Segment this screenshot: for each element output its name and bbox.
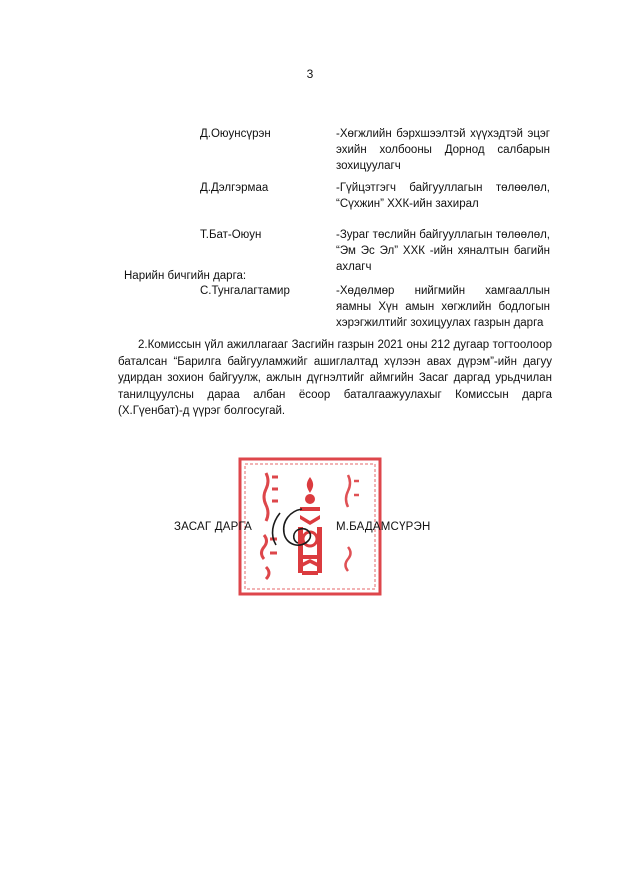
member-name-3: Т.Бат-Оюун	[200, 229, 262, 241]
member-role-2: -Гүйцэтгэгч байгууллагын төлөөлөл, “Сүхжин” ХХК-ийн захирал	[336, 182, 550, 210]
signatory-title: ЗАСАГ ДАРГА	[174, 521, 252, 533]
secretary-role: -Хөдөлмөр нийгмийн хамгааллын яамны Хүн амын хөгжлийн бодлогын хэрэгжилтийг зохицуулах газрын дарга	[336, 285, 550, 329]
handwritten-signature-icon	[262, 503, 332, 553]
signatory-name: М.БАДАМСҮРЭН	[336, 521, 431, 533]
paragraph-2: 2.Комиссын үйл ажиллагааг Засгийн газрын 2021 оны 212 дугаар тогтоолоор баталсан “Барилга байгууламжийг ашиглалтад хүлээн авах дүрэм”-ийн дагуу удирдан зохион байгуулж, ажлын дүгнэлтийг аймгийн Засаг даргад урьдчилан танилцуулсны дараа албан ёсоор баталгаажуулахыг Комиссын дарга (Х.Гүенбат)-д үүрэг болгосугай.	[118, 339, 552, 417]
member-name-2: Д.Дэлгэрмаа	[200, 182, 269, 194]
member-role-3: -Зураг төслийн байгууллагын төлөөлөл, “Эм Эс Эл” ХХК -ийн хяналтын багийн ахлагч	[336, 229, 550, 273]
secretary-label: Нарийн бичгийн дарга:	[124, 270, 247, 282]
member-role-1: -Хөгжлийн бэрхшээлтэй хүүхэдтэй эцэг эхийн холбооны Дорнод салбарын зохицуулагч	[336, 128, 550, 172]
secretary-name: С.Тунгалагтамир	[200, 285, 290, 297]
member-name-1: Д.Оюунсүрэн	[200, 128, 271, 140]
page-number: 3	[306, 67, 314, 81]
